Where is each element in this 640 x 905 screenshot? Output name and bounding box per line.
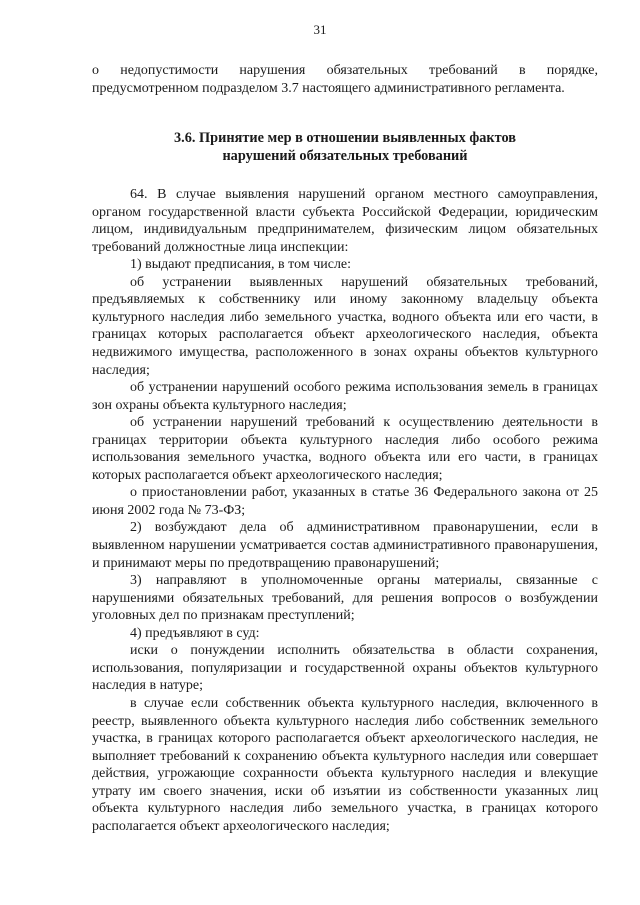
sub-item-suspension: о приостановлении работ, указанных в статье 36 Федерального закона от 25 июня 2002 года № 73-ФЗ;: [92, 485, 598, 518]
document-body: [92, 62, 598, 835]
sub-item-violations: об устранении выявленных нарушений обязательных требований, предъявляемых к собственнику или иному законному владельцу объекта культурного наследия либо земельного участка, водного объекта или его части, в границах которых располагается объект археологического наследия, объекта недвижимого имущества, расположенного в зонах охраны объектов культурного наследия;: [92, 274, 598, 378]
section-heading-line-2: нарушений обязательных требований: [222, 148, 468, 165]
section-heading-line-1: 3.6. Принятие мер в отношении выявленных фактов: [174, 130, 516, 147]
list-item-2: 2) возбуждают дела об административном правонарушении, если в выявленном нарушении усматривается состав административного правонарушения, и принимают меры по предотвращению правонарушений;: [92, 520, 598, 571]
intro-paragraph: о недопустимости нарушения обязательных требований в порядке, предусмотренном подразделом 3.7 настоящего административного регламента.: [92, 63, 598, 96]
list-item-1: 1) выдают предписания, в том числе:: [130, 257, 352, 273]
page-number: 31: [313, 22, 327, 37]
list-item-3: 3) направляют в уполномоченные органы материалы, связанные с нарушениями обязательных требований, для решения вопросов о возбуждении уголовных дел по признакам преступлений;: [92, 573, 598, 624]
sub-item-activity-requirements: об устранении нарушений требований к осуществлению деятельности в границах территории объекта культурного наследия либо особого режима использования земельного участка, водного объекта или его части, в границах которых располагается объект археологического наследия;: [92, 415, 598, 483]
sub-item-land-regime: об устранении нарушений особого режима использования земель в границах зон охраны объекта культурного наследия;: [92, 380, 598, 413]
list-item-4: 4) предъявляют в суд:: [130, 625, 260, 641]
paragraph-64: 64. В случае выявления нарушений органом местного самоуправления, органом государственной власти субъекта Российской Федерации, юридическим лицом, индивидуальным предпринимателем, физическим лицом обязательных требований должностные лица инспекции:: [92, 187, 598, 255]
sub-item-lawsuit-obligations: иски о понуждении исполнить обязательства в области сохранения, использования, популяризации и государственной охраны объектов культурного наследия в натуре;: [92, 643, 598, 694]
section-heading: [92, 129, 598, 165]
sub-item-lawsuit-seizure: в случае если собственник объекта культурного наследия, включенного в реестр, выявленного объекта культурного наследия либо собственник земельного участка, в границах которого располагается объект археологического наследия, не выполняет требований к сохранению объекта культурного наследия или совершает действия, угрожающие сохранности объекта культурного наследия и влекущие утрату им своего значения, иски об изъятии из собственности указанных лиц объекта культурного наследия либо земельного участка, в границах которого располагается объект археологического наследия;: [92, 695, 598, 834]
